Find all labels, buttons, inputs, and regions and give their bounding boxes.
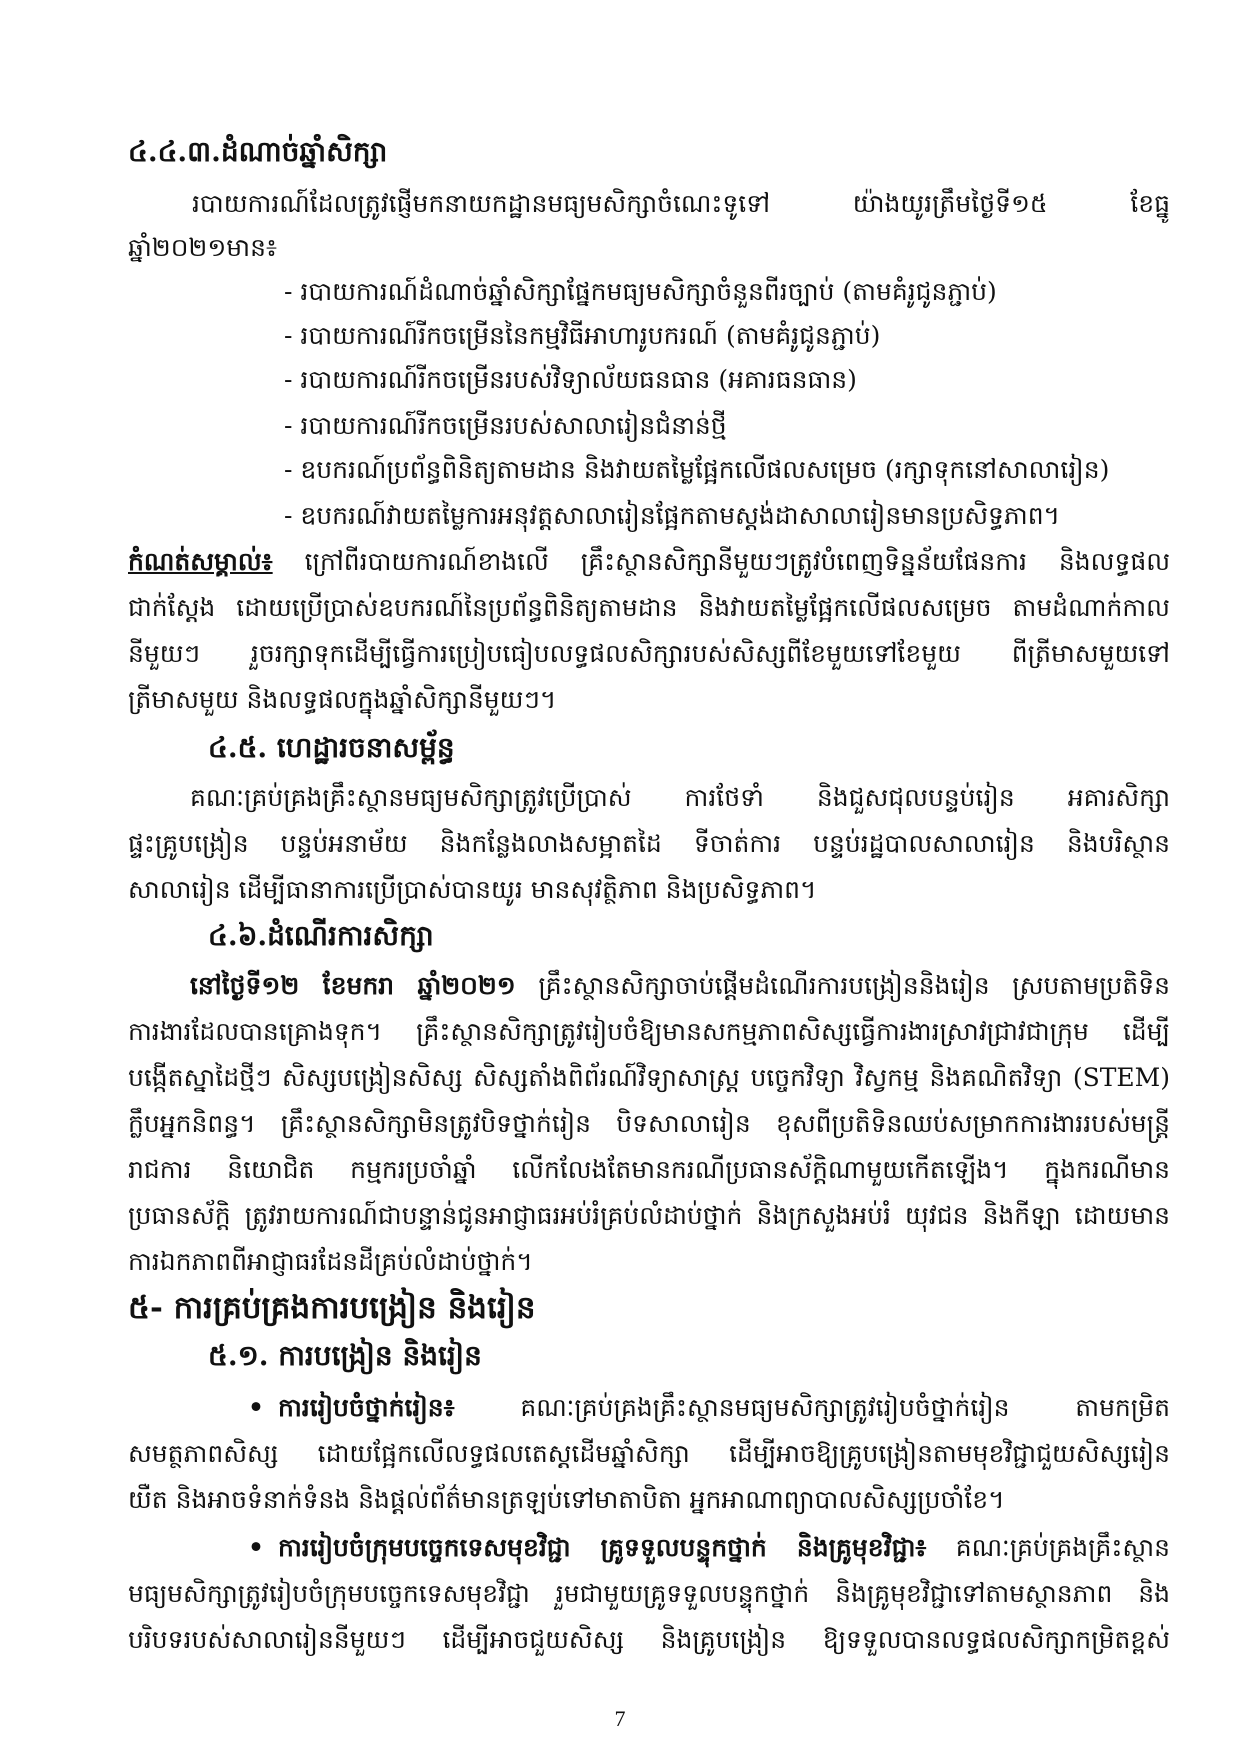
list-item: - របាយការណ៍រីកចម្រើននៃកម្មវិធីអាហារូបករណ៍ (តាមគំរូជូនភ្ជាប់): [284, 321, 881, 350]
note-label: កំណត់សម្គាល់៖: [128, 547, 273, 576]
paragraph-line: នៅថ្ងៃទី១២ ខែមករា ឆ្នាំ២០២១ គ្រឹះស្ថានសិក្សាចាប់ផ្តើមដំណើរការបង្រៀននិងរៀន ស្របតាមប្រតិទិន: [190, 971, 1170, 1000]
paragraph-line: ការងារដែលបានគ្រោងទុក។ គ្រឹះស្ថានសិក្សាត្រូវរៀបចំឱ្យមានសកម្មភាពសិស្សធ្វើការងារស្រាវជ្រាវជាក្រុម ដើម្បី: [128, 1017, 1170, 1046]
heading-4-6: ៤.៦.ដំណើរការសិក្សា: [208, 919, 434, 952]
list-item: - របាយការណ៍រីកចម្រើនរបស់វិទ្យាល័យធនធាន (អគារធនធាន): [284, 365, 857, 394]
paragraph-line: គណៈគ្រប់គ្រងគ្រឹះស្ថានមធ្យមសិក្សាត្រូវប្រើប្រាស់ ការថែទាំ និងជួសជុលបន្ទប់រៀន អគារសិក្សា: [190, 783, 1170, 812]
heading-4-5: ៤.៥. ហេដ្ឋារចនាសម្ព័ន្ធ: [208, 731, 455, 764]
heading-5: ៥- ការគ្រប់គ្រងការបង្រៀន និងរៀន: [128, 1290, 536, 1326]
list-item: - របាយការណ៍រីកចម្រើនរបស់សាលារៀនជំនាន់ថ្មី: [284, 411, 727, 440]
bullet-icon: •: [248, 1533, 264, 1562]
paragraph-line: របាយការណ៍ដែលត្រូវផ្ញើមកនាយកដ្ឋានមធ្យមសិក្សាចំណេះទូទៅ យ៉ាងយូរត្រឹមថ្ងៃទី១៥ ខែធ្នូ: [192, 189, 1170, 218]
paragraph-line: សាលារៀន ដើម្បីធានាការប្រើប្រាស់បានយូរ មានសុវត្ថិភាព និងប្រសិទ្ធភាព។: [128, 875, 817, 904]
paragraph-line: សមត្ថភាពសិស្ស ដោយផ្អែកលើលទ្ធផលតេស្តដើមឆ្នាំសិក្សា ដើម្បីអាចឱ្យគ្រូបង្រៀនតាមមុខវិជ្ជាជួយសិស្សរៀន: [128, 1439, 1170, 1468]
list-item: - របាយការណ៍ដំណាច់ឆ្នាំសិក្សាផ្នែកមធ្យមសិក្សាចំនួនពីរច្បាប់ (តាមគំរូជូនភ្ជាប់): [284, 277, 997, 306]
note-line: កំណត់សម្គាល់៖ ក្រៅពីរបាយការណ៍ខាងលើ គ្រឹះស្ថានសិក្សានីមួយៗត្រូវបំពេញទិន្នន័យផែនការ និងលទ្ធផល: [128, 547, 1170, 576]
paragraph-line: បរិបទរបស់សាលារៀននីមួយៗ ដើម្បីអាចជួយសិស្ស និងគ្រូបង្រៀន ឱ្យទទួលបានលទ្ធផលសិក្សាកម្រិតខ្ពស់: [128, 1625, 1170, 1654]
bullet-line: • ការរៀបចំក្រុមបច្ចេកទេសមុខវិជ្ជា គ្រូទទួលបន្ទុកថ្នាក់ និងគ្រូមុខវិជ្ជា៖ គណៈគ្រប់គ្រងគ្រឹះស្ថាន: [248, 1533, 1170, 1562]
paragraph-line: ផ្ទះគ្រូបង្រៀន បន្ទប់អនាម័យ និងកន្លែងលាងសម្អាតដៃ ទីចាត់ការ បន្ទប់រដ្ឋបាលសាលារៀន និងបរិស្ថាន: [128, 829, 1170, 858]
note-line: នីមួយៗ រួចរក្សាទុកដើម្បីធ្វើការប្រៀបធៀបលទ្ធផលសិក្សារបស់សិស្សពីខែមួយទៅខែមួយ ពីត្រីមាសមួយទៅ: [128, 639, 1170, 668]
list-item: - ឧបករណ៍វាយតម្លៃការអនុវត្តសាលារៀនផ្អែកតាមស្តង់ដាសាលារៀនមានប្រសិទ្ធភាព។: [284, 501, 1061, 530]
paragraph-line: យឺត និងអាចទំនាក់ទំនង និងផ្តល់ព័ត៌មានត្រឡប់ទៅមាតាបិតា អ្នកអាណាព្យាបាលសិស្សប្រចាំខែ។: [128, 1485, 1005, 1514]
bullet-label: ការរៀបចំក្រុមបច្ចេកទេសមុខវិជ្ជា គ្រូទទួលបន្ទុកថ្នាក់ និងគ្រូមុខវិជ្ជា៖: [277, 1533, 927, 1562]
heading-5-1: ៥.១. ការបង្រៀន និងរៀន: [208, 1339, 482, 1372]
note-line: ត្រីមាសមួយ និងលទ្ធផលក្នុងឆ្នាំសិក្សានីមួយៗ។: [128, 685, 557, 714]
paragraph-line: ប្រធានស័ក្តិ ត្រូវរាយការណ៍ជាបន្ទាន់ជូនអាជ្ញាធរអប់រំគ្រប់លំដាប់ថ្នាក់ និងក្រសួងអប់រំ យុវជន និងកីឡា ដោយមាន: [128, 1201, 1170, 1230]
page-number: 7: [614, 1706, 626, 1731]
paragraph-line: ការឯកភាពពីអាជ្ញាធរដែនដីគ្រប់លំដាប់ថ្នាក់។: [128, 1247, 533, 1276]
note-line: ជាក់ស្តែង ដោយប្រើប្រាស់ឧបករណ៍នៃប្រព័ន្ធពិនិត្យតាមដាន និងវាយតម្លៃផ្អែកលើផលសម្រេច តាមដំណាក់កាល: [128, 593, 1170, 622]
paragraph-line: រាជការ និយោជិត កម្មករប្រចាំឆ្នាំ លើកលែងតែមានករណីប្រធានស័ក្តិណាមួយកើតឡើង។ ក្នុងករណីមាន: [128, 1155, 1170, 1184]
list-item: - ឧបករណ៍ប្រព័ន្ធពិនិត្យតាមដាន និងវាយតម្លៃផ្អែកលើផលសម្រេច (រក្សាទុកនៅសាលារៀន): [284, 455, 1110, 484]
paragraph-line: បង្កើតស្នាដៃថ្មីៗ សិស្សបង្រៀនសិស្ស សិស្សតាំងពិព័រណ៍វិទ្យាសាស្ត្រ បច្ចេកវិទ្យា វិស្វកម្ម និងគណិតវិទ្យា (STEM): [128, 1063, 1170, 1092]
bullet-line: • ការរៀបចំថ្នាក់រៀន៖ គណៈគ្រប់គ្រងគ្រឹះស្ថានមធ្យមសិក្សាត្រូវរៀបចំថ្នាក់រៀន តាមកម្រិត: [248, 1393, 1170, 1422]
bullet-label: ការរៀបចំថ្នាក់រៀន៖: [277, 1393, 455, 1422]
paragraph-line: មធ្យមសិក្សាត្រូវរៀបចំក្រុមបច្ចេកទេសមុខវិជ្ជា រួមជាមួយគ្រូទទួលបន្ទុកថ្នាក់ និងគ្រូមុខវិជ្ជាទៅតាមស្ថានភាព និង: [128, 1579, 1170, 1608]
heading-4-4-3: ៤.៤.៣.ដំណាច់ឆ្នាំសិក្សា: [128, 135, 388, 168]
paragraph-line: ក្លឹបអ្នកនិពន្ធ។ គ្រឹះស្ថានសិក្សាមិនត្រូវបិទថ្នាក់រៀន បិទសាលារៀន ខុសពីប្រតិទិនឈប់សម្រាកការងាររបស់មន្ត្រី: [128, 1109, 1170, 1138]
date-highlight: នៅថ្ងៃទី១២ ខែមករា ឆ្នាំ២០២១: [190, 971, 516, 1000]
paragraph-line: ឆ្នាំ២០២១មាន៖: [128, 233, 277, 262]
bullet-icon: •: [248, 1393, 264, 1422]
